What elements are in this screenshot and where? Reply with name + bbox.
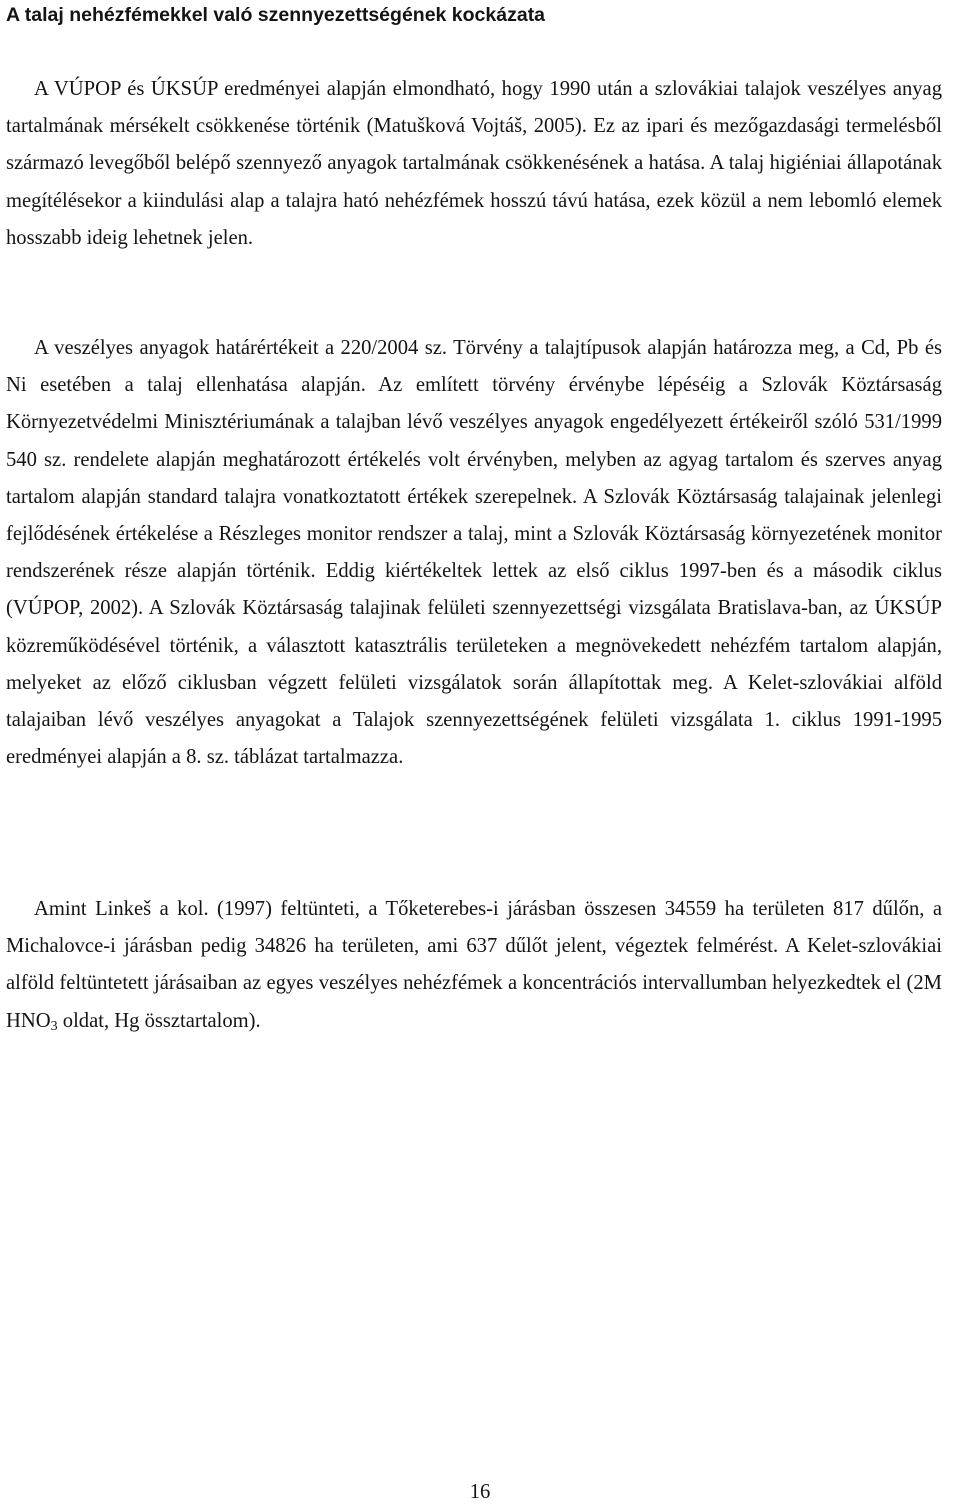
paragraph-2: A veszélyes anyagok határértékeit a 220/2004 sz. Törvény a talajtípusok alapján határozza meg, a Cd, Pb és Ni esetében a talaj ellenhatása alapján. Az említett törvény érvénybe lépéséig a Szlovák Köztársaság Környezetvédelmi Minisztériumának a talajban lévő veszélyes anyagok engedélyezett értékeiről szóló 531/1999 540 sz. rendelete alapján meghatározott értékelés volt érvényben, melyben az agyag tartalom és szerves anyag tartalom alapján standard talajra vonatkoztatott értékek szerepelnek. A Szlovák Köztársaság talajainak jelenlegi fejlődésének értékelése a Részleges monitor rendszer a talaj, mint a Szlovák Köztársaság környezetének monitor rendszerének része alapján történik. Eddig kiértékeltek lettek az első ciklus 1997-ben és a második ciklus (VÚPOP, 2002). A Szlovák Köztársaság talajinak felületi szennyezettségi vizsgálata Bratislava-ban, az ÚKSÚP közreműködésével történik, a választott katasztrális területeken a megnövekedett nehézfém tartalom alapján, melyeket az előző ciklusban végzett felületi vizsgálatok során állapítottak meg. A Kelet-szlovákiai alföld talajaiban lévő veszélyes anyagokat a Talajok szennyezettségének felületi vizsgálata 1. ciklus 1991-1995 eredményei alapján a 8. sz. táblázat tartalmazza.: [6, 337, 942, 769]
paragraph-3-text: Amint Linkeš a kol. (1997) feltünteti, a Tőketerebes-i járásban összesen 34559 ha területen 817 dűlőn, a Michalovce-i járásban pedig 34826 ha területen, ami 637 dűlőt jelent, végeztek felmérést. A Kelet-szlovákiai alföld feltüntetett járásaiban az egyes veszélyes nehézfémek a koncentrációs intervallumban helyezkedtek el (2M HNO: [6, 898, 942, 1032]
paragraph-3: [6, 891, 942, 1040]
page-title: A talaj nehézfémekkel való szennyezettségének kockázata: [6, 4, 546, 26]
paragraph-3-text-end: oldat, Hg össztartalom).: [57, 1009, 261, 1032]
page-number: 16: [469, 1481, 491, 1503]
paragraph-1: A VÚPOP és ÚKSÚP eredményei alapján elmondható, hogy 1990 után a szlovákiai talajok veszélyes anyag tartalmának mérsékelt csökkenése történik (Matušková Vojtáš, 2005). Ez az ipari és mezőgazdasági termelésből származó levegőből belépő szennyező anyagok tartalmának csökkenésének a hatása. A talaj higiéniai állapotának megítélésekor a kiindulási alap a talajra ható nehézfémek hosszú távú hatása, ezek közül a nem lebomló elemek hosszabb ideig lehetnek jelen.: [6, 78, 942, 249]
subscript-3: 3: [50, 1018, 58, 1034]
